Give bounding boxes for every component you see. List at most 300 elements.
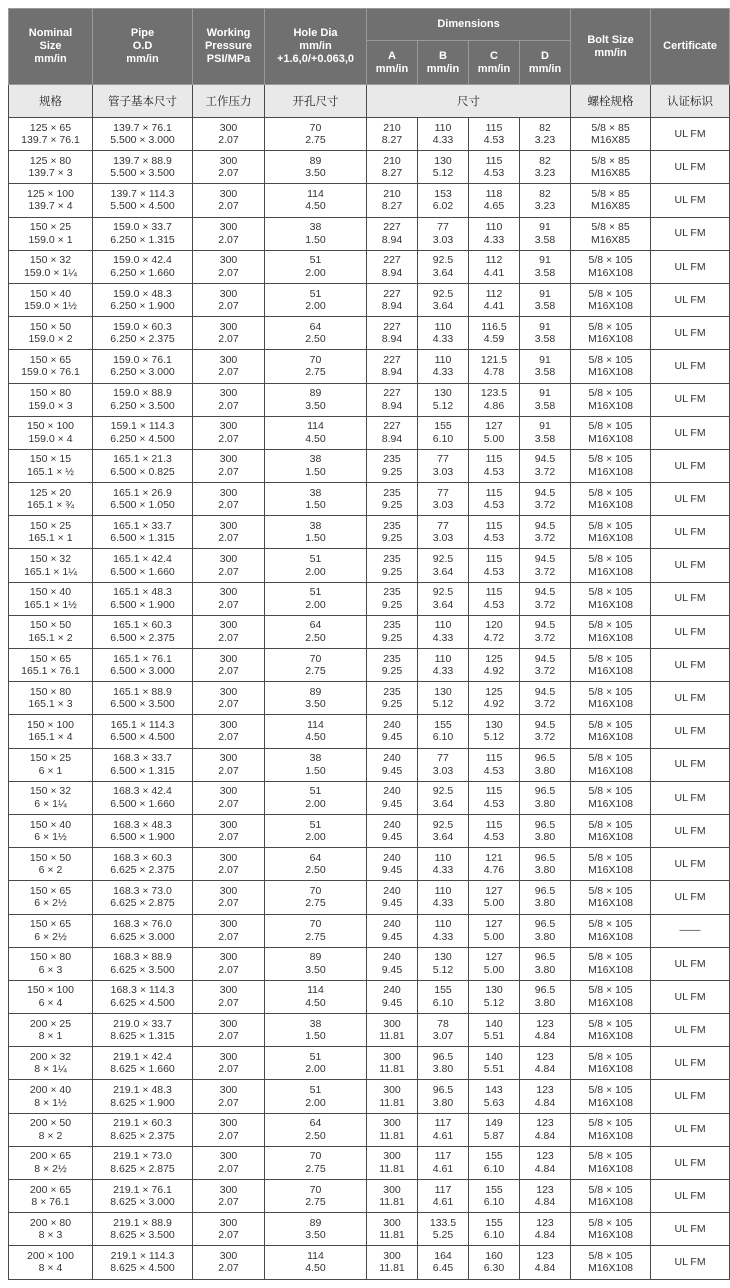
pipe-od-cell: 219.1 × 48.3 8.625 × 1.900 xyxy=(93,1080,193,1113)
pipe-od-cell: 139.7 × 76.1 5.500 × 3.000 xyxy=(93,118,193,151)
bolt-size-cell: 5/8 × 105 M16X108 xyxy=(571,1180,651,1213)
dim-b-cell: 92.5 3.64 xyxy=(418,283,469,316)
nominal-size-cell: 150 × 40 6 × 1½ xyxy=(9,814,93,847)
header-dim-d: D mm/in xyxy=(520,41,571,85)
working-pressure-cell: 300 2.07 xyxy=(193,848,265,881)
table-row xyxy=(9,649,730,682)
pipe-od-cell: 165.1 × 48.3 6.500 × 1.900 xyxy=(93,582,193,615)
nominal-size-cell: 150 × 40 159.0 × 1½ xyxy=(9,283,93,316)
table-row xyxy=(9,549,730,582)
cn-header-cert: 认证标识 xyxy=(651,85,730,118)
nominal-size-cell: 150 × 50 159.0 × 2 xyxy=(9,317,93,350)
dim-c-cell: 115 4.53 xyxy=(469,516,520,549)
certificate-cell: UL FM xyxy=(651,1014,730,1047)
pipe-od-cell: 219.1 × 42.4 8.625 × 1.660 xyxy=(93,1047,193,1080)
dim-d-cell: 91 3.58 xyxy=(520,217,571,250)
dim-a-cell: 210 8.27 xyxy=(367,151,418,184)
header-dim-b: B mm/in xyxy=(418,41,469,85)
nominal-size-cell: 200 × 80 8 × 3 xyxy=(9,1213,93,1246)
dim-d-cell: 96.5 3.80 xyxy=(520,881,571,914)
dim-b-cell: 77 3.03 xyxy=(418,483,469,516)
dim-a-cell: 235 9.25 xyxy=(367,449,418,482)
dim-c-cell: 120 4.72 xyxy=(469,615,520,648)
hole-dia-cell: 89 3.50 xyxy=(265,151,367,184)
pipe-od-cell: 219.1 × 88.9 8.625 × 3.500 xyxy=(93,1213,193,1246)
hole-dia-cell: 70 2.75 xyxy=(265,881,367,914)
dim-b-cell: 78 3.07 xyxy=(418,1014,469,1047)
working-pressure-cell: 300 2.07 xyxy=(193,781,265,814)
dim-c-cell: 130 5.12 xyxy=(469,980,520,1013)
dim-d-cell: 82 3.23 xyxy=(520,184,571,217)
dim-d-cell: 123 4.84 xyxy=(520,1213,571,1246)
nominal-size-cell: 150 × 25 165.1 × 1 xyxy=(9,516,93,549)
table-row xyxy=(9,980,730,1013)
hole-dia-cell: 114 4.50 xyxy=(265,416,367,449)
dim-d-cell: 123 4.84 xyxy=(520,1080,571,1113)
dim-a-cell: 240 9.45 xyxy=(367,914,418,947)
pipe-od-cell: 159.0 × 48.3 6.250 × 1.900 xyxy=(93,283,193,316)
hole-dia-cell: 64 2.50 xyxy=(265,1113,367,1146)
hole-dia-cell: 114 4.50 xyxy=(265,184,367,217)
table-row xyxy=(9,814,730,847)
dim-a-cell: 227 8.94 xyxy=(367,217,418,250)
table-row xyxy=(9,483,730,516)
nominal-size-cell: 150 × 80 159.0 × 3 xyxy=(9,383,93,416)
dim-a-cell: 210 8.27 xyxy=(367,118,418,151)
working-pressure-cell: 300 2.07 xyxy=(193,715,265,748)
certificate-cell: UL FM xyxy=(651,416,730,449)
dim-c-cell: 160 6.30 xyxy=(469,1246,520,1279)
dim-b-cell: 110 4.33 xyxy=(418,615,469,648)
working-pressure-cell: 300 2.07 xyxy=(193,947,265,980)
dim-c-cell: 112 4.41 xyxy=(469,250,520,283)
nominal-size-cell: 150 × 80 165.1 × 3 xyxy=(9,682,93,715)
bolt-size-cell: 5/8 × 105 M16X108 xyxy=(571,350,651,383)
bolt-size-cell: 5/8 × 85 M16X85 xyxy=(571,217,651,250)
bolt-size-cell: 5/8 × 105 M16X108 xyxy=(571,383,651,416)
dim-d-cell: 91 3.58 xyxy=(520,283,571,316)
bolt-size-cell: 5/8 × 105 M16X108 xyxy=(571,582,651,615)
dim-c-cell: 155 6.10 xyxy=(469,1180,520,1213)
certificate-cell: UL FM xyxy=(651,1180,730,1213)
hole-dia-cell: 38 1.50 xyxy=(265,1014,367,1047)
table-row xyxy=(9,118,730,151)
bolt-size-cell: 5/8 × 105 M16X108 xyxy=(571,814,651,847)
dim-d-cell: 94.5 3.72 xyxy=(520,615,571,648)
dim-b-cell: 110 4.33 xyxy=(418,914,469,947)
pipe-od-cell: 165.1 × 33.7 6.500 × 1.315 xyxy=(93,516,193,549)
dim-b-cell: 92.5 3.64 xyxy=(418,582,469,615)
dim-b-cell: 77 3.03 xyxy=(418,449,469,482)
certificate-cell: UL FM xyxy=(651,1080,730,1113)
working-pressure-cell: 300 2.07 xyxy=(193,151,265,184)
nominal-size-cell: 150 × 65 165.1 × 76.1 xyxy=(9,649,93,682)
dim-b-cell: 155 6.10 xyxy=(418,416,469,449)
nominal-size-cell: 150 × 100 159.0 × 4 xyxy=(9,416,93,449)
nominal-size-cell: 150 × 25 159.0 × 1 xyxy=(9,217,93,250)
dim-c-cell: 115 4.53 xyxy=(469,449,520,482)
bolt-size-cell: 5/8 × 105 M16X108 xyxy=(571,416,651,449)
certificate-cell: UL FM xyxy=(651,881,730,914)
dim-c-cell: 121 4.76 xyxy=(469,848,520,881)
pipe-od-cell: 165.1 × 60.3 6.500 × 2.375 xyxy=(93,615,193,648)
dim-c-cell: 149 5.87 xyxy=(469,1113,520,1146)
table-row xyxy=(9,350,730,383)
dim-b-cell: 110 4.33 xyxy=(418,649,469,682)
certificate-cell: UL FM xyxy=(651,217,730,250)
working-pressure-cell: 300 2.07 xyxy=(193,1014,265,1047)
nominal-size-cell: 200 × 25 8 × 1 xyxy=(9,1014,93,1047)
pipe-od-cell: 159.0 × 88.9 6.250 × 3.500 xyxy=(93,383,193,416)
dim-d-cell: 91 3.58 xyxy=(520,416,571,449)
hole-dia-cell: 70 2.75 xyxy=(265,350,367,383)
hole-dia-cell: 89 3.50 xyxy=(265,1213,367,1246)
bolt-size-cell: 5/8 × 85 M16X85 xyxy=(571,151,651,184)
dim-a-cell: 235 9.25 xyxy=(367,549,418,582)
pipe-od-cell: 168.3 × 48.3 6.500 × 1.900 xyxy=(93,814,193,847)
hole-dia-cell: 70 2.75 xyxy=(265,1180,367,1213)
nominal-size-cell: 150 × 100 165.1 × 4 xyxy=(9,715,93,748)
spec-table xyxy=(8,8,730,1280)
working-pressure-cell: 300 2.07 xyxy=(193,1146,265,1179)
working-pressure-cell: 300 2.07 xyxy=(193,250,265,283)
dim-a-cell: 235 9.25 xyxy=(367,649,418,682)
hole-dia-cell: 114 4.50 xyxy=(265,715,367,748)
working-pressure-cell: 300 2.07 xyxy=(193,350,265,383)
dim-d-cell: 96.5 3.80 xyxy=(520,814,571,847)
dim-b-cell: 117 4.61 xyxy=(418,1146,469,1179)
header-working-pressure: Working Pressure PSI/MPa xyxy=(193,9,265,85)
dim-d-cell: 123 4.84 xyxy=(520,1146,571,1179)
certificate-cell: UL FM xyxy=(651,615,730,648)
bolt-size-cell: 5/8 × 105 M16X108 xyxy=(571,1047,651,1080)
table-row xyxy=(9,217,730,250)
dim-a-cell: 235 9.25 xyxy=(367,516,418,549)
cn-header-dimensions: 尺寸 xyxy=(367,85,571,118)
dim-d-cell: 91 3.58 xyxy=(520,383,571,416)
certificate-cell: UL FM xyxy=(651,1213,730,1246)
dim-b-cell: 130 5.12 xyxy=(418,947,469,980)
dim-c-cell: 116.5 4.59 xyxy=(469,317,520,350)
bolt-size-cell: 5/8 × 105 M16X108 xyxy=(571,1246,651,1279)
certificate-cell: UL FM xyxy=(651,184,730,217)
certificate-cell: UL FM xyxy=(651,980,730,1013)
bolt-size-cell: 5/8 × 85 M16X85 xyxy=(571,184,651,217)
table-row xyxy=(9,582,730,615)
pipe-od-cell: 139.7 × 88.9 5.500 × 3.500 xyxy=(93,151,193,184)
header-hole-dia: Hole Dia mm/in +1.6,0/+0.063,0 xyxy=(265,9,367,85)
dim-b-cell: 117 4.61 xyxy=(418,1113,469,1146)
dim-d-cell: 123 4.84 xyxy=(520,1014,571,1047)
bolt-size-cell: 5/8 × 105 M16X108 xyxy=(571,715,651,748)
certificate-cell: UL FM xyxy=(651,350,730,383)
certificate-cell: UL FM xyxy=(651,814,730,847)
nominal-size-cell: 125 × 65 139.7 × 76.1 xyxy=(9,118,93,151)
table-row xyxy=(9,317,730,350)
dim-b-cell: 92.5 3.64 xyxy=(418,549,469,582)
dim-a-cell: 300 11.81 xyxy=(367,1080,418,1113)
dim-d-cell: 94.5 3.72 xyxy=(520,715,571,748)
dim-c-cell: 110 4.33 xyxy=(469,217,520,250)
bolt-size-cell: 5/8 × 105 M16X108 xyxy=(571,516,651,549)
pipe-od-cell: 219.1 × 73.0 8.625 × 2.875 xyxy=(93,1146,193,1179)
certificate-cell: UL FM xyxy=(651,151,730,184)
table-row xyxy=(9,1213,730,1246)
bolt-size-cell: 5/8 × 105 M16X108 xyxy=(571,682,651,715)
pipe-od-cell: 168.3 × 73.0 6.625 × 2.875 xyxy=(93,881,193,914)
hole-dia-cell: 51 2.00 xyxy=(265,1047,367,1080)
nominal-size-cell: 200 × 40 8 × 1½ xyxy=(9,1080,93,1113)
pipe-od-cell: 159.0 × 60.3 6.250 × 2.375 xyxy=(93,317,193,350)
dim-d-cell: 96.5 3.80 xyxy=(520,980,571,1013)
dim-b-cell: 133.5 5.25 xyxy=(418,1213,469,1246)
working-pressure-cell: 300 2.07 xyxy=(193,1047,265,1080)
dim-c-cell: 115 4.53 xyxy=(469,748,520,781)
working-pressure-cell: 300 2.07 xyxy=(193,483,265,516)
dim-a-cell: 235 9.25 xyxy=(367,615,418,648)
nominal-size-cell: 150 × 32 6 × 1¼ xyxy=(9,781,93,814)
pipe-od-cell: 159.1 × 114.3 6.250 × 4.500 xyxy=(93,416,193,449)
certificate-cell: UL FM xyxy=(651,449,730,482)
bolt-size-cell: 5/8 × 105 M16X108 xyxy=(571,317,651,350)
pipe-od-cell: 219.1 × 114.3 8.625 × 4.500 xyxy=(93,1246,193,1279)
nominal-size-cell: 150 × 80 6 × 3 xyxy=(9,947,93,980)
bolt-size-cell: 5/8 × 105 M16X108 xyxy=(571,549,651,582)
dim-c-cell: 127 5.00 xyxy=(469,881,520,914)
nominal-size-cell: 150 × 15 165.1 × ½ xyxy=(9,449,93,482)
dim-a-cell: 300 11.81 xyxy=(367,1113,418,1146)
pipe-od-cell: 159.0 × 42.4 6.250 × 1.660 xyxy=(93,250,193,283)
nominal-size-cell: 150 × 32 165.1 × 1¼ xyxy=(9,549,93,582)
nominal-size-cell: 150 × 65 6 × 2½ xyxy=(9,914,93,947)
dim-c-cell: 112 4.41 xyxy=(469,283,520,316)
table-row xyxy=(9,1080,730,1113)
table-row xyxy=(9,1246,730,1279)
dim-d-cell: 94.5 3.72 xyxy=(520,582,571,615)
dim-d-cell: 94.5 3.72 xyxy=(520,449,571,482)
bolt-size-cell: 5/8 × 105 M16X108 xyxy=(571,649,651,682)
dim-b-cell: 92.5 3.64 xyxy=(418,814,469,847)
nominal-size-cell: 125 × 100 139.7 × 4 xyxy=(9,184,93,217)
nominal-size-cell: 150 × 65 159.0 × 76.1 xyxy=(9,350,93,383)
bolt-size-cell: 5/8 × 105 M16X108 xyxy=(571,483,651,516)
bolt-size-cell: 5/8 × 105 M16X108 xyxy=(571,1113,651,1146)
table-row xyxy=(9,914,730,947)
dim-b-cell: 110 4.33 xyxy=(418,118,469,151)
dim-b-cell: 77 3.03 xyxy=(418,748,469,781)
certificate-cell: —— xyxy=(651,914,730,947)
header-dim-c: C mm/in xyxy=(469,41,520,85)
hole-dia-cell: 38 1.50 xyxy=(265,483,367,516)
working-pressure-cell: 300 2.07 xyxy=(193,649,265,682)
pipe-od-cell: 168.3 × 60.3 6.625 × 2.375 xyxy=(93,848,193,881)
dim-c-cell: 155 6.10 xyxy=(469,1213,520,1246)
hole-dia-cell: 38 1.50 xyxy=(265,217,367,250)
hole-dia-cell: 64 2.50 xyxy=(265,848,367,881)
pipe-od-cell: 165.1 × 26.9 6.500 × 1.050 xyxy=(93,483,193,516)
table-header xyxy=(9,9,730,85)
nominal-size-cell: 150 × 25 6 × 1 xyxy=(9,748,93,781)
dim-d-cell: 94.5 3.72 xyxy=(520,682,571,715)
nominal-size-cell: 150 × 32 159.0 × 1¼ xyxy=(9,250,93,283)
dim-d-cell: 123 4.84 xyxy=(520,1246,571,1279)
working-pressure-cell: 300 2.07 xyxy=(193,383,265,416)
certificate-cell: UL FM xyxy=(651,1047,730,1080)
header-dimensions: Dimensions xyxy=(367,9,571,41)
pipe-od-cell: 165.1 × 21.3 6.500 × 0.825 xyxy=(93,449,193,482)
nominal-size-cell: 150 × 100 6 × 4 xyxy=(9,980,93,1013)
hole-dia-cell: 89 3.50 xyxy=(265,947,367,980)
dim-b-cell: 110 4.33 xyxy=(418,350,469,383)
table-row xyxy=(9,383,730,416)
certificate-cell: UL FM xyxy=(651,250,730,283)
table-row xyxy=(9,748,730,781)
hole-dia-cell: 51 2.00 xyxy=(265,582,367,615)
working-pressure-cell: 300 2.07 xyxy=(193,980,265,1013)
dim-c-cell: 115 4.53 xyxy=(469,814,520,847)
table-row xyxy=(9,682,730,715)
working-pressure-cell: 300 2.07 xyxy=(193,881,265,914)
nominal-size-cell: 150 × 50 165.1 × 2 xyxy=(9,615,93,648)
certificate-cell: UL FM xyxy=(651,848,730,881)
nominal-size-cell: 125 × 80 139.7 × 3 xyxy=(9,151,93,184)
dim-d-cell: 82 3.23 xyxy=(520,151,571,184)
hole-dia-cell: 70 2.75 xyxy=(265,118,367,151)
pipe-od-cell: 168.3 × 76.0 6.625 × 3.000 xyxy=(93,914,193,947)
pipe-od-cell: 159.0 × 76.1 6.250 × 3.000 xyxy=(93,350,193,383)
hole-dia-cell: 89 3.50 xyxy=(265,383,367,416)
nominal-size-cell: 200 × 32 8 × 1¼ xyxy=(9,1047,93,1080)
dim-c-cell: 127 5.00 xyxy=(469,914,520,947)
bolt-size-cell: 5/8 × 105 M16X108 xyxy=(571,980,651,1013)
dim-c-cell: 125 4.92 xyxy=(469,682,520,715)
certificate-cell: UL FM xyxy=(651,283,730,316)
dim-d-cell: 91 3.58 xyxy=(520,250,571,283)
dim-b-cell: 130 5.12 xyxy=(418,682,469,715)
dim-a-cell: 240 9.45 xyxy=(367,947,418,980)
table-row xyxy=(9,715,730,748)
working-pressure-cell: 300 2.07 xyxy=(193,118,265,151)
certificate-cell: UL FM xyxy=(651,549,730,582)
bolt-size-cell: 5/8 × 105 M16X108 xyxy=(571,1213,651,1246)
hole-dia-cell: 38 1.50 xyxy=(265,449,367,482)
header-pipe-od: Pipe O.D mm/in xyxy=(93,9,193,85)
dim-a-cell: 240 9.45 xyxy=(367,781,418,814)
dim-a-cell: 227 8.94 xyxy=(367,383,418,416)
certificate-cell: UL FM xyxy=(651,748,730,781)
dim-c-cell: 127 5.00 xyxy=(469,947,520,980)
table-row xyxy=(9,848,730,881)
pipe-od-cell: 168.3 × 33.7 6.500 × 1.315 xyxy=(93,748,193,781)
header-certificate: Certificate xyxy=(651,9,730,85)
working-pressure-cell: 300 2.07 xyxy=(193,184,265,217)
dim-b-cell: 92.5 3.64 xyxy=(418,250,469,283)
dim-a-cell: 227 8.94 xyxy=(367,416,418,449)
hole-dia-cell: 114 4.50 xyxy=(265,1246,367,1279)
dim-b-cell: 164 6.45 xyxy=(418,1246,469,1279)
dim-b-cell: 153 6.02 xyxy=(418,184,469,217)
cn-header-hole: 开孔尺寸 xyxy=(265,85,367,118)
dim-d-cell: 91 3.58 xyxy=(520,350,571,383)
dim-d-cell: 96.5 3.80 xyxy=(520,914,571,947)
dim-a-cell: 235 9.25 xyxy=(367,682,418,715)
bolt-size-cell: 5/8 × 105 M16X108 xyxy=(571,1146,651,1179)
bolt-size-cell: 5/8 × 105 M16X108 xyxy=(571,881,651,914)
dim-b-cell: 96.5 3.80 xyxy=(418,1080,469,1113)
bolt-size-cell: 5/8 × 105 M16X108 xyxy=(571,250,651,283)
dim-a-cell: 300 11.81 xyxy=(367,1047,418,1080)
nominal-size-cell: 200 × 100 8 × 4 xyxy=(9,1246,93,1279)
dim-b-cell: 77 3.03 xyxy=(418,217,469,250)
table-row xyxy=(9,449,730,482)
certificate-cell: UL FM xyxy=(651,781,730,814)
certificate-cell: UL FM xyxy=(651,715,730,748)
dim-a-cell: 210 8.27 xyxy=(367,184,418,217)
dim-a-cell: 235 9.25 xyxy=(367,582,418,615)
bolt-size-cell: 5/8 × 105 M16X108 xyxy=(571,781,651,814)
pipe-od-cell: 168.3 × 42.4 6.500 × 1.660 xyxy=(93,781,193,814)
dim-d-cell: 94.5 3.72 xyxy=(520,549,571,582)
dim-a-cell: 227 8.94 xyxy=(367,350,418,383)
dim-c-cell: 155 6.10 xyxy=(469,1146,520,1179)
table-row xyxy=(9,184,730,217)
dim-c-cell: 125 4.92 xyxy=(469,649,520,682)
dim-a-cell: 240 9.45 xyxy=(367,848,418,881)
hole-dia-cell: 38 1.50 xyxy=(265,516,367,549)
dim-c-cell: 115 4.53 xyxy=(469,781,520,814)
dim-c-cell: 143 5.63 xyxy=(469,1080,520,1113)
dim-c-cell: 118 4.65 xyxy=(469,184,520,217)
certificate-cell: UL FM xyxy=(651,118,730,151)
certificate-cell: UL FM xyxy=(651,383,730,416)
hole-dia-cell: 38 1.50 xyxy=(265,748,367,781)
dim-a-cell: 300 11.81 xyxy=(367,1180,418,1213)
hole-dia-cell: 51 2.00 xyxy=(265,781,367,814)
nominal-size-cell: 200 × 65 8 × 2½ xyxy=(9,1146,93,1179)
dim-c-cell: 115 4.53 xyxy=(469,483,520,516)
certificate-cell: UL FM xyxy=(651,317,730,350)
bolt-size-cell: 5/8 × 105 M16X108 xyxy=(571,615,651,648)
dim-d-cell: 82 3.23 xyxy=(520,118,571,151)
table-row xyxy=(9,881,730,914)
header-dim-a: A mm/in xyxy=(367,41,418,85)
table-row xyxy=(9,781,730,814)
working-pressure-cell: 300 2.07 xyxy=(193,615,265,648)
pipe-od-cell: 165.1 × 42.4 6.500 × 1.660 xyxy=(93,549,193,582)
certificate-cell: UL FM xyxy=(651,947,730,980)
dim-d-cell: 94.5 3.72 xyxy=(520,516,571,549)
dim-a-cell: 235 9.25 xyxy=(367,483,418,516)
hole-dia-cell: 51 2.00 xyxy=(265,814,367,847)
dim-d-cell: 96.5 3.80 xyxy=(520,748,571,781)
dim-a-cell: 240 9.45 xyxy=(367,748,418,781)
dim-b-cell: 110 4.33 xyxy=(418,881,469,914)
dim-c-cell: 115 4.53 xyxy=(469,582,520,615)
cn-header-spec: 规格 xyxy=(9,85,93,118)
cn-header-bolt: 螺栓规格 xyxy=(571,85,651,118)
dim-b-cell: 92.5 3.64 xyxy=(418,781,469,814)
dim-c-cell: 115 4.53 xyxy=(469,549,520,582)
certificate-cell: UL FM xyxy=(651,516,730,549)
pipe-od-cell: 165.1 × 114.3 6.500 × 4.500 xyxy=(93,715,193,748)
pipe-od-cell: 165.1 × 88.9 6.500 × 3.500 xyxy=(93,682,193,715)
working-pressure-cell: 300 2.07 xyxy=(193,582,265,615)
dim-a-cell: 300 11.81 xyxy=(367,1213,418,1246)
dim-a-cell: 300 11.81 xyxy=(367,1246,418,1279)
nominal-size-cell: 150 × 50 6 × 2 xyxy=(9,848,93,881)
hole-dia-cell: 51 2.00 xyxy=(265,283,367,316)
working-pressure-cell: 300 2.07 xyxy=(193,283,265,316)
